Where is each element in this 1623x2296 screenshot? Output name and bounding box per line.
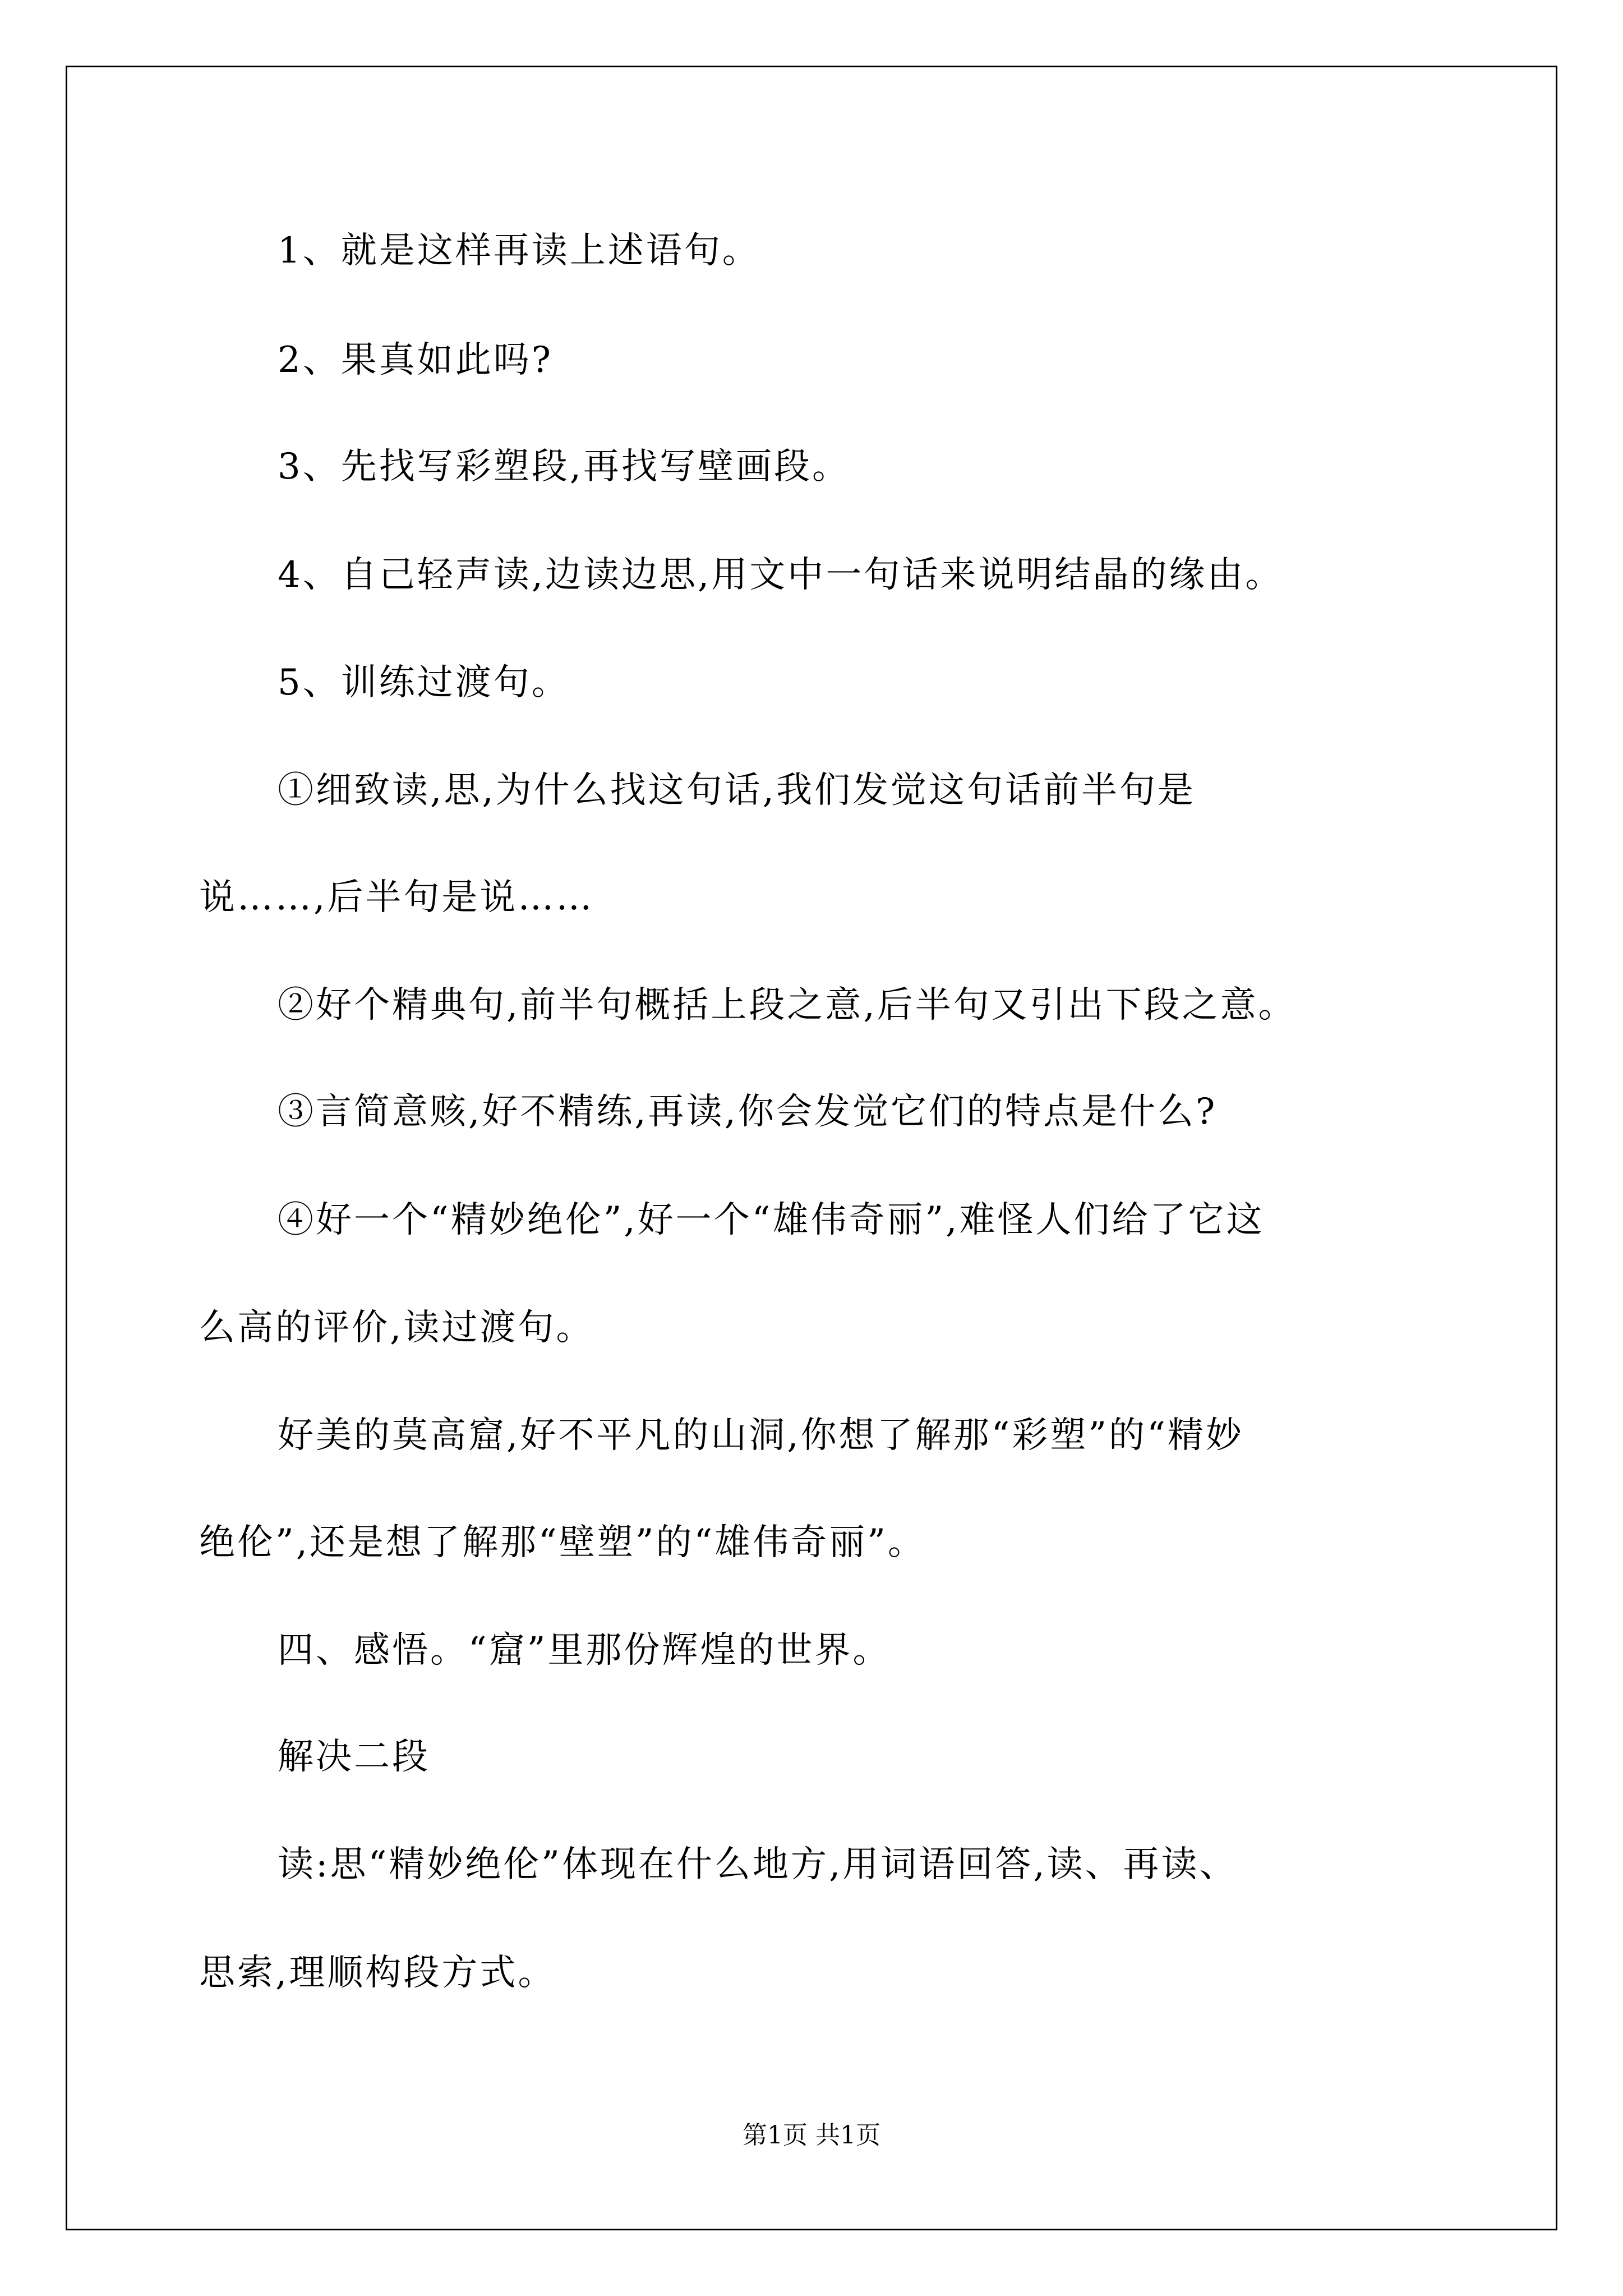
paragraph-line-16: 读:思“精妙绝伦”体现在什么地方,用词语回答,读、再读、 — [278, 1844, 1238, 1885]
paragraph-line-9: ③言简意赅,好不精练,再读,你会发觉它们的特点是什么? — [278, 1091, 1218, 1133]
paragraph-line-5: 5、训练过渡句。 — [278, 662, 570, 703]
paragraph-line-6: ①细致读,思,为什么找这句话,我们发觉这句话前半句是 — [278, 770, 1196, 811]
paragraph-line-12: 好美的莫高窟,好不平凡的山洞,你想了解那“彩塑”的“精妙 — [278, 1415, 1244, 1456]
paragraph-line-13: 绝伦”,还是想了解那“壁塑”的“雄伟奇丽”。 — [199, 1522, 926, 1563]
paragraph-line-14: 四、感悟。“窟”里那份辉煌的世界。 — [278, 1630, 891, 1671]
page-number-footer: 第1页 共1页 — [743, 2121, 880, 2150]
paragraph-line-7: 说……,后半句是说…… — [199, 877, 594, 918]
paragraph-line-17: 思索,理顺构段方式。 — [199, 1952, 556, 1994]
paragraph-line-3: 3、先找写彩塑段,再找写壁画段。 — [278, 446, 851, 487]
paragraph-line-10: ④好一个“精妙绝伦”,好一个“雄伟奇丽”,难怪人们给了它这 — [278, 1199, 1265, 1241]
paragraph-line-8: ②好个精典句,前半句概括上段之意,后半句又引出下段之意。 — [278, 984, 1297, 1026]
paragraph-line-4: 4、自己轻声读,边读边思,用文中一句话来说明结晶的缘由。 — [278, 554, 1284, 596]
paragraph-line-2: 2、果真如此吗? — [278, 339, 554, 381]
paragraph-line-11: 么高的评价,读过渡句。 — [199, 1307, 594, 1349]
page-frame — [66, 66, 1557, 2230]
paragraph-line-15: 解决二段 — [278, 1736, 430, 1778]
paragraph-line-1: 1、就是这样再读上述语句。 — [278, 230, 760, 272]
